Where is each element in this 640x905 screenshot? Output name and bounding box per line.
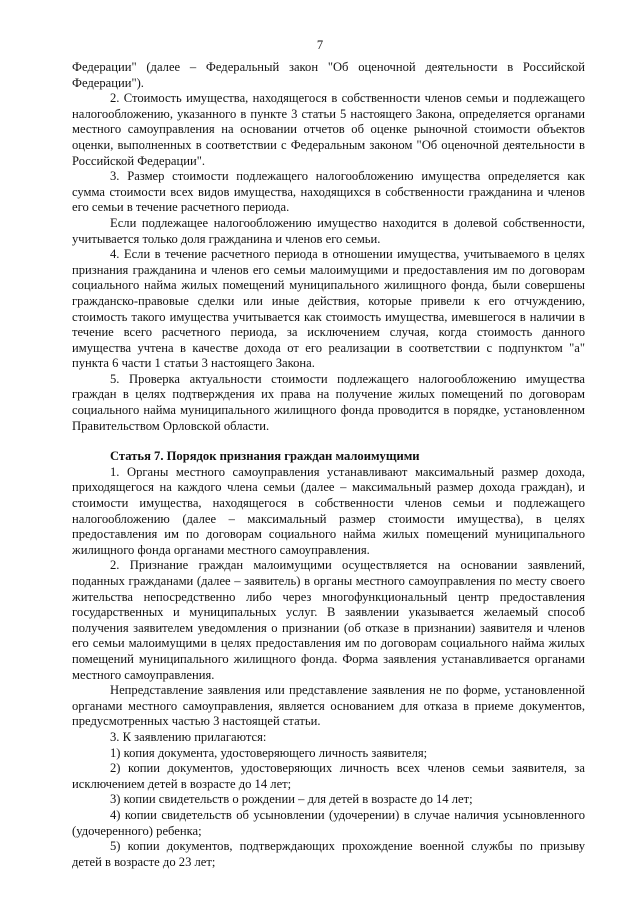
paragraph-article7-clause-1: 1. Органы местного самоуправления устанавливают максимальный размер дохода, приходящегося на каждого члена семьи (далее – максимальный размер дохода граждан), и стоимости имущества, находящегося в собственности членов семьи и подлежащего налогообложению (далее – максимальный размер стоимости имущества), в целях предоставления им по договорам социального найма жилых помещений муниципального жилищного фонда органами местного самоуправления. bbox=[72, 464, 585, 557]
paragraph-clause-3-attachments: 3. К заявлению прилагаются: bbox=[110, 729, 267, 744]
list-item-1: 1) копия документа, удостоверяющего личность заявителя; bbox=[110, 745, 428, 760]
document-body bbox=[72, 60, 585, 870]
list-item-4: 4) копии свидетельств об усыновлении (удочерении) в случае наличия усыновленного (удочеренного) ребенка; bbox=[72, 807, 585, 838]
list-item-2: 2) копии документов, удостоверяющих личность всех членов семьи заявителя, за исключением детей в возрасте до 14 лет; bbox=[72, 761, 585, 791]
section-spacer bbox=[72, 434, 585, 449]
page-number: 7 bbox=[316, 38, 324, 52]
paragraph-clause-2: 2. Стоимость имущества, находящегося в собственности членов семьи и подлежащего налогообложению, указанного в пункте 3 статьи 5 настоящего Закона, определяется органами местного самоуправления на основании отчетов об оценке рыночной стоимости объектов оценки, выполненных в соответствии с Федеральным законом "Об оценочной деятельности в Российской Федерации". bbox=[72, 91, 585, 168]
article-7-heading: Статья 7. Порядок признания граждан малоимущими bbox=[110, 449, 420, 464]
paragraph-continuation: Федерации" (далее – Федеральный закон "Об оценочной деятельности в Российской Федерации"). bbox=[72, 60, 585, 90]
list-item-5: 5) копии документов, подтверждающих прохождение военной службы по призыву детей в возрасте до 23 лет; bbox=[72, 839, 585, 869]
paragraph-clause-5: 5. Проверка актуальности стоимости подлежащего налогообложению имущества граждан в целях подтверждения их права на получение жилых помещений по договорам социального найма муниципального жилищного фонда проводится в порядке, установленном Правительством Орловской области. bbox=[72, 371, 585, 433]
paragraph-refusal-grounds: Непредставление заявления или представление заявления не по форме, установленной органами местного самоуправления, является основанием для отказа в приеме документов, предусмотренных частью 3 настоящей статьи. bbox=[72, 683, 585, 729]
paragraph-clause-4: 4. Если в течение расчетного периода в отношении имущества, учитываемого в целях признания гражданина и членов его семьи малоимущими и предоставления им по договорам социального найма жилых помещений муниципального жилищного фонда, были совершены гражданско-правовые сделки или иные действия, которые привели к его отчуждению, стоимость такого имущества учитывается как стоимость имущества, имевшегося в наличии в течение всего расчетного периода, за исключением случая, когда стоимость данного имущества учтена в качестве дохода от его реализации в соответствии с подпунктом "а" пункта 6 части 1 статьи 3 настоящего Закона. bbox=[72, 247, 585, 371]
list-item-3: 3) копии свидетельств о рождении – для детей в возрасте до 14 лет; bbox=[110, 792, 473, 807]
paragraph-shared-ownership: Если подлежащее налогообложению имущество находится в долевой собственности, учитывается только доля гражданина и членов его семьи. bbox=[72, 215, 585, 246]
paragraph-article7-clause-2: 2. Признание граждан малоимущими осуществляется на основании заявлений, поданных гражданами (далее – заявитель) в органы местного самоуправления по месту своего жительства непосредственно либо через многофункциональный центр предоставления государственных и муниципальных услуг. В заявлении указывается желаемый способ получения заявителем уведомления о признании (об отказе в признании) заявителя и членов его семьи малоимущими в целях предоставления им по договорам социального найма жилых помещений муниципального жилищного фонда. Форма заявления устанавливается органами местного самоуправления. bbox=[72, 558, 585, 682]
paragraph-clause-3: 3. Размер стоимости подлежащего налогообложению имущества определяется как сумма стоимости всех видов имущества, находящихся в собственности гражданина и членов его семьи в течение расчетного периода. bbox=[72, 169, 585, 215]
